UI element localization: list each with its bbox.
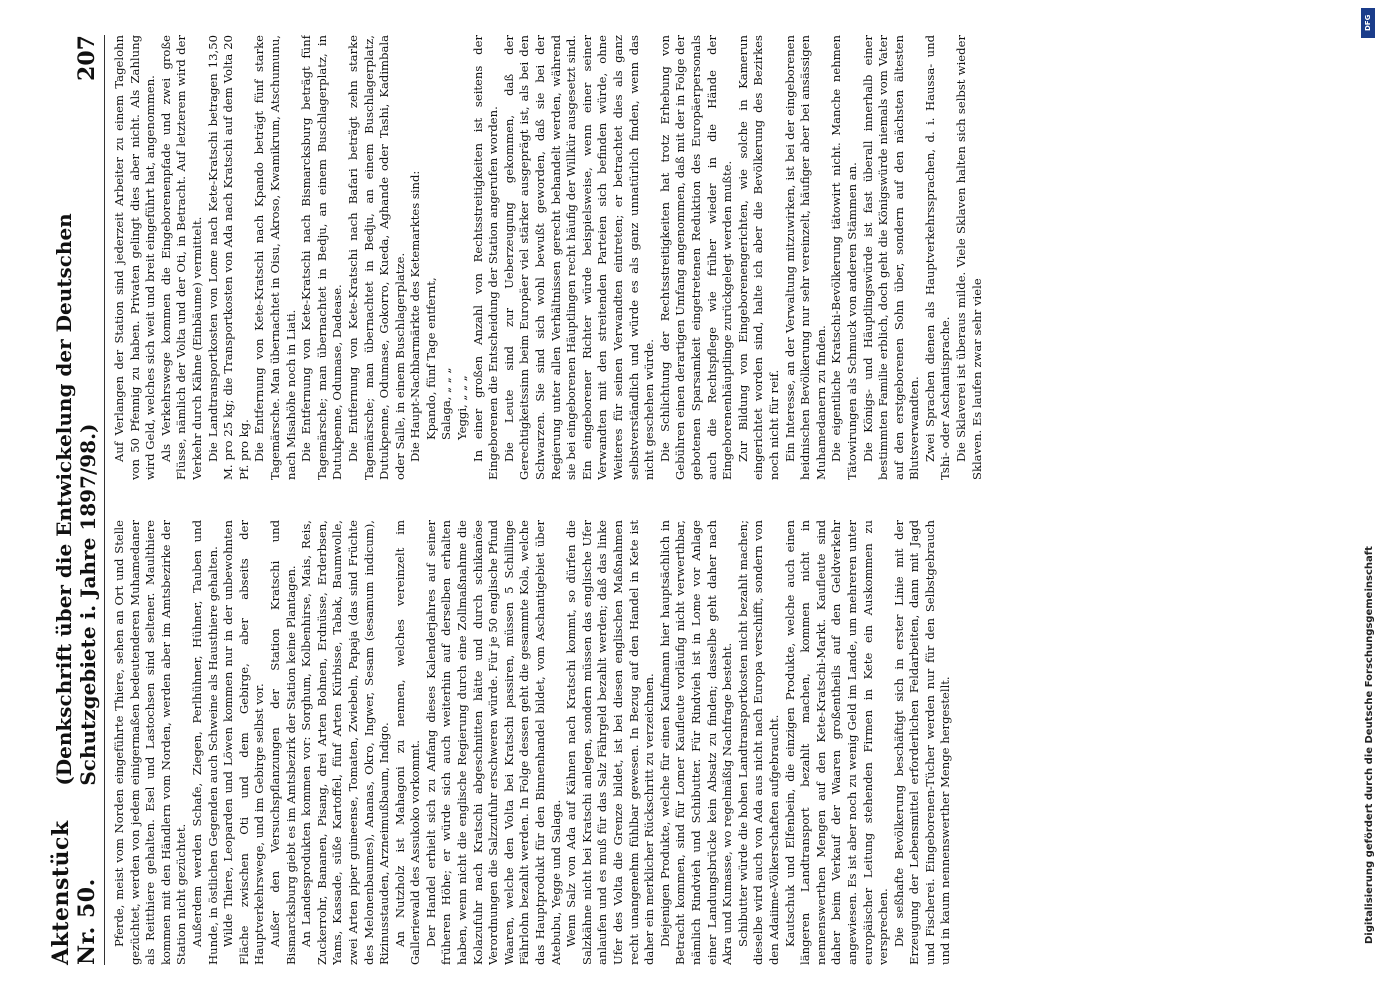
market-item: Yeggi, „ „ „ xyxy=(455,375,470,440)
page-number: 207 xyxy=(74,35,100,81)
right-column xyxy=(112,35,1332,480)
header-rule xyxy=(104,35,105,965)
paragraph: Wilde Thiere, Leoparden und Löwen kommen nur in der unbewohnten Fläche zwischen Oti und dem Gebirge, aber abseits der Hauptverkehrswege, und im Gebirge selbst vor. xyxy=(221,520,267,965)
paragraph: Die Entfernung von Kete-Kratschi nach Bafari beträgt zehn starke Tagemärsche; man übernachtet in Bedju, an einem Buschlagerplatz, Dutukpenne, Odumase, Gokorro, Kueda, Aghande oder Tashi, Kadimbala oder Salle, in einem Buschlagerplatze. xyxy=(345,35,407,480)
paragraph: Diejenigen Produkte, welche für einen Kaufmann hier hauptsächlich in Betracht kommen, sind für Lomer Kaufleute vorläufig nicht verwerthbar, nämlich Rindvieh und Schibutter. Für Rindvieh ist in Lome vor Anlage einer Landungsbrücke kein Absatz zu finden; dasselbe geht daher nach Akra und Kumasse, wo regelmäßig Nachfrage besteht. xyxy=(657,520,735,965)
paragraph: Schibutter würde die hohen Landtransportkosten nicht bezahlt machen; dieselbe wird auch von Ada aus nicht nach Europa verschifft, sondern von den Adaiime-Völkerschaften aufgebraucht. xyxy=(735,520,781,965)
paragraph: Zur Bildung von Eingeborenengerichten, wie solche in Kamerun eingerichtet worden sind, halte ich aber die Bevölkerung des Bezirkes noch nicht für reif. xyxy=(735,35,781,480)
paragraph: In einer großen Anzahl von Rechtsstreitigkeiten ist seitens der Eingeborenen die Entscheidung der Station angerufen worden. xyxy=(470,35,501,480)
paragraph: Die Entfernung von Kete-Kratschi nach Kpando beträgt fünf starke Tagemärsche. Man übernachtet in Oisu, Akroso, Kwamikrum, Atschumunu, nach Misahöhe noch in Liati. xyxy=(252,35,298,480)
paragraph: Außerdem werden Schafe, Ziegen, Perlhühner, Hühner, Tauben und Hunde, in östlichen Gegenden auch Schweine als Hausthiere gehalten. xyxy=(189,520,220,965)
paragraph: Die Haupt-Nachbarmärkte des Ketemarktes sind: xyxy=(408,170,423,462)
funding-credit: Digitalisierung gefördert durch die Deutsche Forschungsgemeinschaft xyxy=(1364,546,1375,944)
paragraph: Die Leute sind zur Ueberzeugung gekommen, daß der Gerechtigkeitssinn beim Europäer viel stärker ausgeprägt ist, als bei den Schwarzen. Sie sind sich wohl bewußt geworden, daß sie bei der Regierung unter allen Verhältnissen gerecht behandelt werden, während sie bei eingeborenen Häuptlingen recht häufig der Willkür ausgesetzt sind. Ein eingeborener Richter würde beispielsweise, wenn einer seiner Verwandten mit den streitenden Parteien sich befinden würde, ohne Weiteres für seinen Verwandten eintreten; er betrachtet dies als ganz selbstverständlich und würde es als ganz unnatürlich finden, wenn das nicht geschehen würde. xyxy=(501,35,657,480)
page-header xyxy=(48,35,100,965)
paragraph: Außer den Versuchspflanzungen der Station Kratschi und Bismarcksburg giebt es im Amtsbezirk der Station keine Plantagen. xyxy=(267,520,298,965)
paragraph: Ein Interesse, an der Verwaltung mitzuwirken, ist bei der eingeborenen heidnischen Bevölkerung nur sehr vereinzelt, häufiger aber bei ansässigen Muhamedanern zu finden. xyxy=(782,35,828,480)
paragraph: An Landesprodukten kommen vor: Sorghum, Kolbenhirse, Mais, Reis, Zuckerrohr, Bananen, Pisang, drei Arten Bohnen, Erdnüsse, Erderbsen, Yams, Kassade, süße Kartoffel, fünf Arten Kürbisse, Tabak, Baumwolle, zwei Arten piper guineense, Tomaten, Zwiebeln, Papaja (das sind Früchte des Melonenbaumes), Ananas, Okro, Ingwer, Sesam (sesamum indicum), Rizinusstauden, Arzneimußbaum, Indigo. xyxy=(299,520,392,965)
paragraph: Die Sklaverei ist überaus milde. Viele Sklaven halten sich selbst wieder Sklaven. Es laufen zwar sehr viele xyxy=(954,35,984,480)
document-number: Aktenstück Nr. 50. xyxy=(48,820,100,965)
paragraph: Die Schlichtung der Rechtsstreitigkeiten hat trotz Erhebung von Gebühren einen derartigen Umfang angenommen, daß mit der in Folge der gebotenen Sparsamkeit eingetretenen Reduktion des Europäerpersonals auch die Rechtspflege wie früher wieder in die Hände der Eingeborenenhäuptlinge zurückgelegt werden mußte. xyxy=(657,35,735,480)
paragraph: Die seßhafte Bevölkerung beschäftigt sich in erster Linie mit der Erzeugung der Lebensmittel erforderlichen Feldarbeiten, dann mit Jagd und Fischerei. Eingeborenen-Tücher werden nur für den Selbstgebrauch und in kaum nennenswerther Menge hergestellt. xyxy=(891,520,953,965)
market-item: Kpando, fünf Tage entfernt, xyxy=(423,277,438,440)
paragraph: Die Königs- und Häuptlingswürde ist fast überall innerhalb einer bestimmten Familie erblich, doch geht die Königswürde niemals vom Vater auf den erstgeborenen Sohn über, sondern auf den nächsten ältesten Blutsverwandten. xyxy=(860,35,922,480)
paragraph: Die Entfernung von Kete-Kratschi nach Bismarcksburg beträgt fünf Tagemärsche; man übernachtet in Bedju, an einem Buschlagerplatz, in Dutukpenne, Odumase, Dadease. xyxy=(299,35,345,480)
paragraph: Zwei Sprachen dienen als Hauptverkehrssprachen, d. i. Haussa- und Tshi- oder Aschantisprache. xyxy=(922,35,953,480)
paragraph: An Nutzholz ist Mahagoni zu nennen, welches vereinzelt im Galleriewald des Assukoko vorkommt. xyxy=(392,520,423,965)
paragraph: Als Verkehrswege kommen die Eingeborenenpfade und zwei große Flüsse, nämlich der Volta und der Oti, in Betracht. Auf letzterem wird der Verkehr durch Kähne (Einbäume) vermittelt. xyxy=(158,35,204,480)
paragraph: Die Landtransportkosten von Lome nach Kete-Kratschi betragen 13,50 M. pro 25 kg; die Transportkosten von Ada nach Kratschi auf dem Volta 20 Pf. pro kg. xyxy=(205,35,251,480)
market-list xyxy=(424,35,471,480)
market-item: Salaga, „ „ „ xyxy=(439,367,454,440)
dfg-logo: DFG xyxy=(1361,8,1375,38)
document-page xyxy=(48,0,1360,1000)
paragraph: Kautschuk und Elfenbein, die einzigen Produkte, welche auch einen längeren Landtransport bezahlt machen, kommen nicht in nennenswerthen Mengen auf den Kete-Kratschi-Markt. Kaufleute sind daher beim Verkauf der Waaren großentheils auf den Geldverkehr angewiesen. Es ist aber noch zu wenig Geld im Lande, um mehreren unter europäischer Leitung stehenden Firmen in Kete ein Auskommen zu versprechen. xyxy=(782,520,891,965)
left-column xyxy=(112,520,1332,965)
paragraph: Auf Verlangen der Station sind jederzeit Arbeiter zu einem Tagelohn von 50 Pfennig zu haben. Privaten gelingt dies aber nicht. Als Zahlung wird Geld, welches sich weit und breit eingeführt hat, angenommen. xyxy=(112,35,158,480)
paragraph: Pferde, meist vom Norden eingeführte Thiere, sehen an Ort und Stelle gezüchtet, werden von jedem einigermaßen bedeutenderen Muhamedaner als Reitthiere gehalten. Esel und Lastochsen sind seltener. Maulthiere kommen mit den Händlern vom Norden, werden aber im Amtsbezirke der Station nicht gezüchtet. xyxy=(112,520,189,965)
paragraph: Wenn Salz von Ada auf Kähnen nach Kratschi kommt, so dürfen die Salzkähne nicht bei Kratschi anlegen, sondern müssen das englische Ufer anlaufen und es muß für das Salz Fährgeld bezahlt werden; daß das linke Ufer des Volta die Grenze bildet, ist bei diesen englischen Maßnahmen recht unangenehm fühlbar gewesen. In Bezug auf den Handel in Kete ist daher ein merklicher Rückschritt zu verzeichnen. xyxy=(564,520,657,965)
document-subtitle: (Denkschrift über die Entwickelung der Deutschen Schutzgebiete i. Jahre 1897/98.) xyxy=(52,213,100,786)
paragraph: Der Handel erhielt sich zu Anfang dieses Kalenderjahres auf seiner früheren Höhe; er würde sich auch weiterhin auf derselben erhalten haben, wenn nicht die englische Regierung durch eine Zollmaßnahme die Kolazufuhr nach Kratschi abgeschnitten hätte und durch schikanöse Verordnungen die Salzzufuhr erschweren würde. Für je 50 englische Pfund Waaren, welche den Volta bei Kratschi passiren, müssen 5 Schillinge Fährlohn bezahlt werden. In Folge dessen geht die gesammte Kola, welche das Hauptprodukt für den Binnenhandel bildet, vom Aschantigebiet über Atebubu, Yegge und Salaga. xyxy=(423,520,563,965)
paragraph: Die eigentliche Kratschi-Bevölkerung tätowirt nicht. Manche nehmen Tätowirungen als Schmuck von anderen Stämmen an. xyxy=(829,35,859,480)
